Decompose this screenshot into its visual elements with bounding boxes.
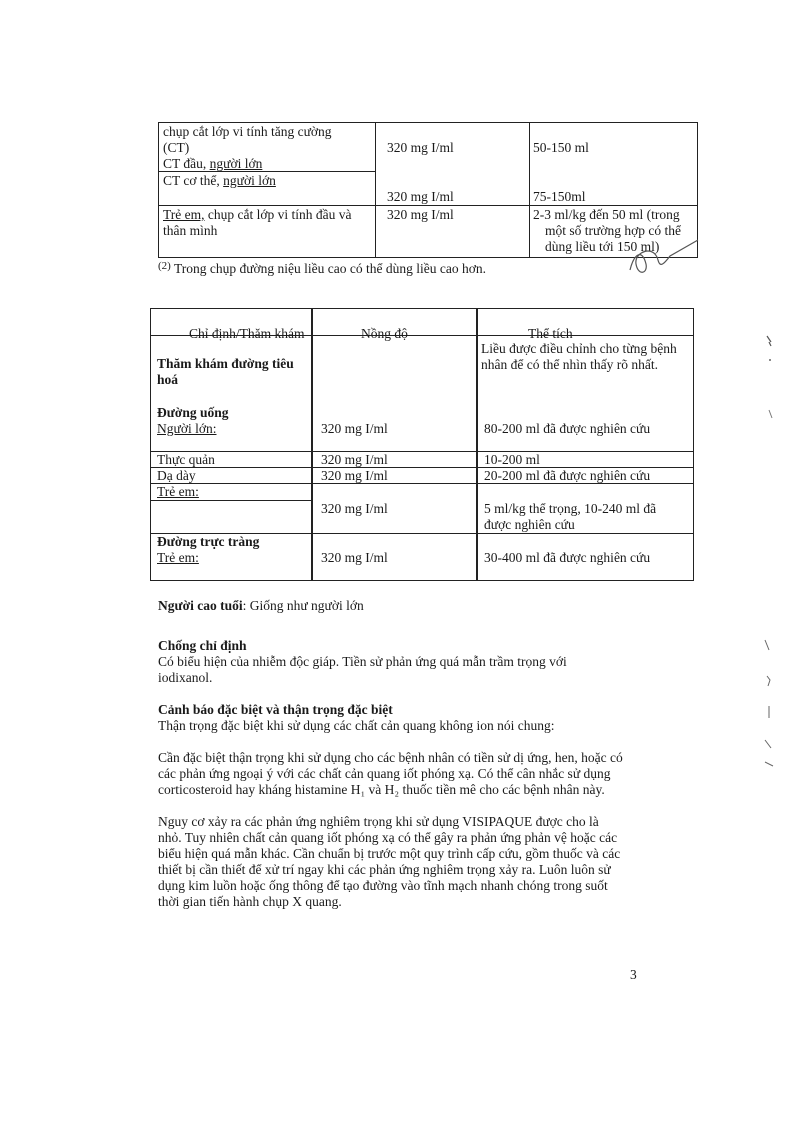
section-heading: Thăm khám đường tiêu <box>157 356 294 371</box>
table-cell: 320 mg I/ml <box>387 189 454 204</box>
table-cell: thân mình <box>163 223 218 238</box>
table-cell: CT đầu, người lớn <box>163 156 263 171</box>
section-heading: Đường trực tràng <box>157 534 260 549</box>
table-cell: Người lớn: <box>157 421 217 436</box>
table-cell: 50-150 ml <box>533 140 589 155</box>
table-divider <box>311 309 313 580</box>
table-cell: chụp cắt lớp vi tính tăng cường <box>163 124 332 139</box>
table-divider <box>375 123 376 257</box>
table-cell: 20-200 ml đã được nghiên cứu <box>484 468 651 483</box>
table-divider <box>529 123 530 257</box>
contraindications-heading: Chống chỉ định <box>158 638 247 653</box>
table-cell: 5 ml/kg thể trọng, 10-240 ml đã <box>484 501 657 516</box>
paragraph-line: thời gian tiến hành chụp X quang. <box>158 894 342 909</box>
table-cell: được nghiên cứu <box>484 517 575 532</box>
table-cell: nhân để có thể nhìn thấy rõ nhất. <box>481 357 658 372</box>
table-cell: CT cơ thể, người lớn <box>163 173 276 188</box>
table-cell: 320 mg I/ml <box>321 452 388 467</box>
section-heading: Đường uống <box>157 405 229 420</box>
column-header: Nồng độ <box>361 326 408 341</box>
table-cell: 320 mg I/ml <box>321 421 388 436</box>
warnings-heading: Cảnh báo đặc biệt và thận trọng đặc biệt <box>158 702 393 717</box>
paragraph-line: Nguy cơ xảy ra các phản ứng nghiêm trọng khi sử dụng VISIPAQUE được cho là <box>158 814 599 829</box>
paragraph-line: biểu hiện quá mẫn khác. Cần chuẩn bị trước một quy trình cấp cứu, gồm thuốc và các <box>158 846 621 861</box>
table-rule <box>151 500 311 501</box>
table-cell: Thực quản <box>157 452 215 467</box>
scan-artifacts <box>755 330 785 780</box>
column-header: Thể tích <box>528 326 573 341</box>
paragraph-line: dụng kim luồn hoặc ống thông để tạo đường vào tĩnh mạch nhanh chóng trong suốt <box>158 878 608 893</box>
table-rule <box>159 205 697 206</box>
paragraph-line: nhỏ. Tuy nhiên chất cản quang iốt phóng xạ có thể gây ra phản ứng phản vệ hoặc các <box>158 830 618 845</box>
paragraph-line: Thận trọng đặc biệt khi sử dụng các chất cản quang không ion nói chung: <box>158 718 555 733</box>
signature-mark <box>624 234 704 280</box>
table-cell: Trẻ em: <box>157 484 199 499</box>
table-cell: 80-200 ml đã được nghiên cứu <box>484 421 651 436</box>
table-cell: 320 mg I/ml <box>321 550 388 565</box>
table-divider <box>476 309 478 580</box>
paragraph-line: các phản ứng ngoại ý với các chất cản quang iốt phóng xạ. Có thể cân nhắc sử dụng <box>158 766 611 781</box>
column-header: Chỉ định/Thăm khám <box>189 326 305 341</box>
table-cell: Dạ dày <box>157 468 196 483</box>
dosage-table-ct <box>158 122 698 258</box>
table-cell: (CT) <box>163 140 190 155</box>
elderly-note: Người cao tuổi: Giống như người lớn <box>158 598 364 613</box>
table-cell: 2-3 ml/kg đến 50 ml (trong <box>533 207 680 222</box>
table-cell: Trẻ em, chụp cắt lớp vi tính đầu và <box>163 207 352 222</box>
table-cell: 320 mg I/ml <box>387 207 454 222</box>
table-cell: 10-200 ml <box>484 452 540 467</box>
dosage-table-gi <box>150 308 694 581</box>
table-cell: 75-150ml <box>533 189 586 204</box>
paragraph-line: thiết bị cần thiết để xử trí ngay khi các phản ứng nghiêm trọng xảy ra. Luôn luôn sử <box>158 862 611 877</box>
paragraph-line: corticosteroid hay kháng histamine H₁ và H₂ thuốc tiền mê cho các bệnh nhân này. <box>158 782 605 797</box>
table-cell: Liều được điều chỉnh cho từng bệnh <box>481 341 677 356</box>
paragraph-line: Cần đặc biệt thận trọng khi sử dụng cho các bệnh nhân có tiền sử dị ứng, hen, hoặc có <box>158 750 623 765</box>
section-heading: hoá <box>157 372 179 387</box>
table-cell: 320 mg I/ml <box>321 468 388 483</box>
footnote: $^{(2)}$ Trong chụp đường niệu liều cao có thể dùng liều cao hơn. <box>158 260 486 276</box>
table-cell: 320 mg I/ml <box>387 140 454 155</box>
page-number: 3 <box>630 967 637 982</box>
paragraph-line: iodixanol. <box>158 670 213 685</box>
paragraph-line: Có biểu hiện của nhiễm độc giáp. Tiền sử phản ứng quá mẫn trầm trọng với <box>158 654 567 669</box>
table-cell: một số trường hợp có thể <box>545 223 681 238</box>
table-cell: Trẻ em: <box>157 550 199 565</box>
table-cell: 30-400 ml đã được nghiên cứu <box>484 550 651 565</box>
table-cell: dùng liều tới 150 ml) <box>545 239 660 254</box>
table-cell: 320 mg I/ml <box>321 501 388 516</box>
table-rule <box>151 451 693 452</box>
